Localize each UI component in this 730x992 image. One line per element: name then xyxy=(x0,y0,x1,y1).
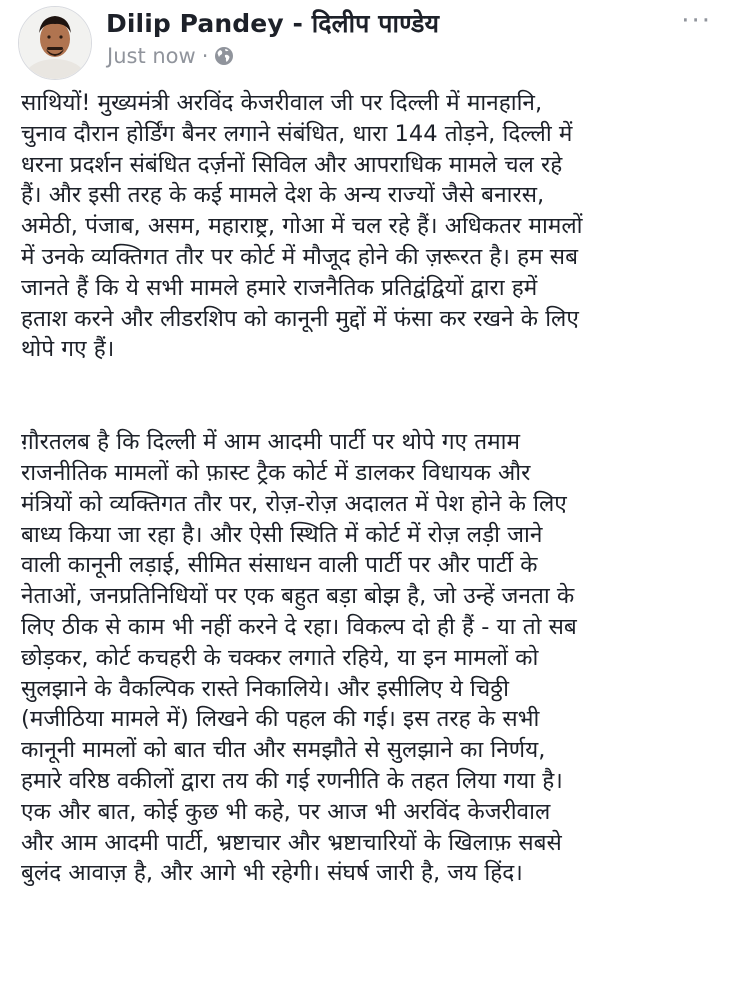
text-line: साथियों! मुख्यमंत्री अरविंद केजरीवाल जी पर दिल्ली में मानहानि, xyxy=(21,90,543,116)
text-line: सुलझाने के वैकल्पिक रास्ते निकालिये। और इसीलिए ये चिठ्ठी xyxy=(21,675,510,702)
post-timestamp[interactable]: Just now xyxy=(107,44,196,68)
text-line: वाली कानूनी लड़ाई, सीमित संसाधन वाली पार्टी पर और पार्टी के xyxy=(21,552,538,579)
text-line: अमेठी, पंजाब, असम, महाराष्ट्र, गोआ में चल रहे हैं। अधिकतर मामलों xyxy=(21,213,583,240)
text-line: चुनाव दौरान होर्डिंग बैनर लगाने संबंधित, धारा 144 तोड़ने, दिल्ली में xyxy=(21,120,573,147)
avatar-photo xyxy=(19,7,91,79)
text-line: धरना प्रदर्शन संबंधित दर्ज़नों सिविल और आपराधिक मामले चल रहे xyxy=(21,151,563,178)
text-line: जानते हैं कि ये सभी मामले हमारे राजनैतिक प्रतिद्वंद्वियों द्वारा हमें xyxy=(21,274,538,301)
text-line: हताश करने और लीडरशिप को कानूनी मुद्दों में फंसा कर रखने के लिए xyxy=(21,305,579,332)
text-line: बाध्य किया जा रहा है। और ऐसी स्थिति में कोर्ट में रोज़ लड़ी जाने xyxy=(21,521,543,548)
text-line: छोड़कर, कोर्ट कचहरी के चक्कर लगाते रहिये, या इन मामलों को xyxy=(21,644,539,671)
text-line: नेताओं, जनप्रतिनिधियों पर एक बहुत बड़ा बोझ है, जो उन्हें जनता के xyxy=(21,583,575,610)
text-line: हैं। और इसी तरह के कई मामले देश के अन्य राज्यों जैसे बनारस, xyxy=(21,182,545,209)
text-line: राजनीतिक मामलों को फ़ास्ट ट्रैक कोर्ट में डालकर विधायक और xyxy=(21,459,531,486)
post-header xyxy=(18,6,718,74)
paragraph-2 xyxy=(21,427,721,889)
text-line: में उनके व्यक्तिगत तौर पर कोर्ट में मौजूद होने की ज़रूरत है। हम सब xyxy=(21,243,578,270)
author-name[interactable]: Dilip Pandey - दिलीप पाण्डेय xyxy=(106,9,440,38)
text-line: मंत्रियों को व्यक्तिगत तौर पर, रोज़-रोज़ अदालत में पेश होने के लिए xyxy=(21,490,567,517)
paragraph-1 xyxy=(21,88,721,365)
post-body xyxy=(21,88,721,889)
text-line: कानूनी मामलों को बात चीत और समझौते से सुलझाने का निर्णय, xyxy=(21,737,546,764)
text-line: (मजीठिया मामले में) लिखने की पहल की गई। इस तरह के सभी xyxy=(21,706,540,733)
text-line: और आम आदमी पार्टी, भ्रष्टाचार और भ्रष्टाचारियों के खिलाफ़ सबसे xyxy=(21,829,562,856)
text-line: ग़ौरतलब है कि दिल्ली में आम आदमी पार्टी पर थोपे गए तमाम xyxy=(21,429,520,456)
text-line: बुलंद आवाज़ है, और आगे भी रहेगी। संघर्ष जारी है, जय हिंद। xyxy=(21,860,523,887)
paragraph-gap xyxy=(21,365,721,427)
text-line: एक और बात, कोई कुछ भी कहे, पर आज भी अरविंद केजरीवाल xyxy=(21,798,551,825)
post-meta xyxy=(107,44,234,68)
text-line: थोपे गए हैं। xyxy=(21,336,115,363)
text-line: हमारे वरिष्ठ वकीलों द्वारा तय की गई रणनीति के तहत लिया गया है। xyxy=(21,767,563,794)
globe-icon[interactable] xyxy=(214,46,234,66)
meta-separator: · xyxy=(201,44,209,68)
author-avatar[interactable] xyxy=(18,6,92,80)
more-options-button[interactable]: ··· xyxy=(681,6,712,36)
text-line: लिए ठीक से काम भी नहीं करने दे रहा। विकल्प दो ही हैं - या तो सब xyxy=(21,613,577,640)
